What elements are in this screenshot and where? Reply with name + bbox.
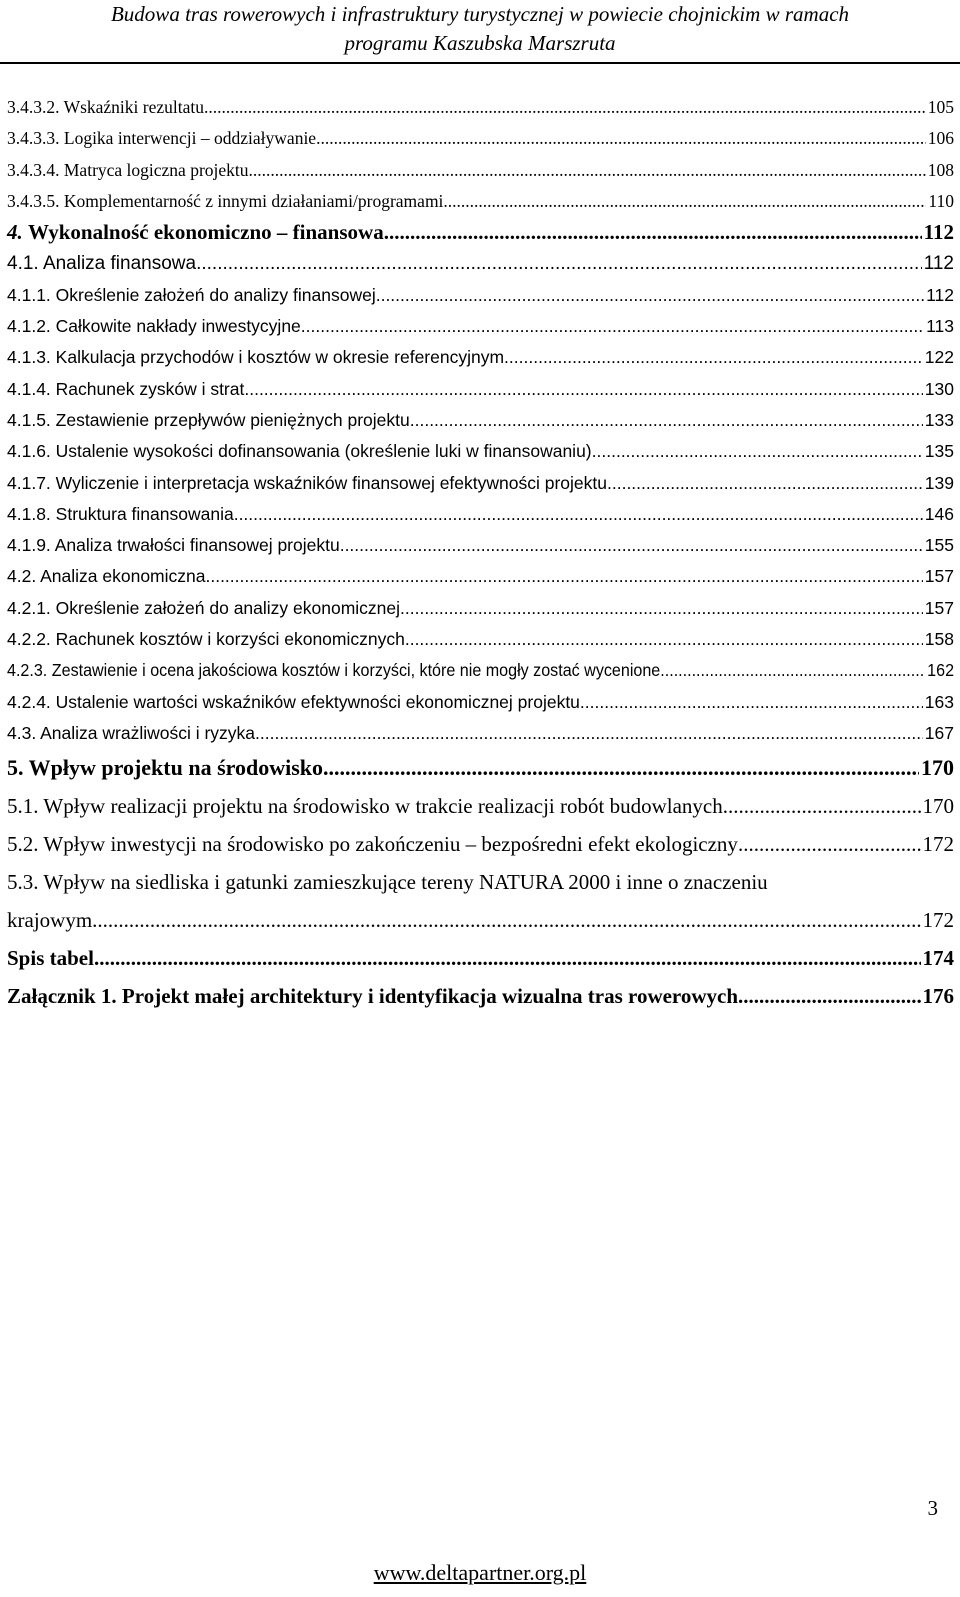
toc-entry-number: 4.2. xyxy=(7,566,37,587)
toc-entry-title xyxy=(7,825,738,863)
toc-entry-page: 108 xyxy=(927,159,954,180)
toc-entry-page: 146 xyxy=(924,503,954,524)
toc-entry-number: 4.1.3. xyxy=(7,347,51,368)
toc-entry-page: 158 xyxy=(924,629,954,650)
toc-entry-title xyxy=(7,123,316,154)
toc-entry-page: 133 xyxy=(924,409,954,430)
toc-leader-dots xyxy=(244,374,922,405)
toc-entry[interactable] xyxy=(7,436,954,467)
header-title-line-1: Budowa tras rowerowych i infrastruktury turystycznej w powiecie chojnickim w ramach xyxy=(110,2,850,26)
toc-entry-page: 110 xyxy=(928,190,954,211)
toc-entry-text: Rachunek kosztów i korzyści ekonomicznych xyxy=(55,629,405,650)
toc-entry[interactable] xyxy=(7,749,954,787)
toc-entry[interactable] xyxy=(7,248,954,279)
header-title-line-2: programu Kaszubska Marszruta xyxy=(344,31,616,55)
toc-entry-page: 122 xyxy=(924,347,954,368)
toc-entry-text: Analiza wrażliwości i ryzyka xyxy=(40,722,256,743)
toc-entry[interactable] xyxy=(7,92,954,123)
toc-entry-text: Całkowite nakłady inwestycyjne xyxy=(55,316,301,337)
toc-entry-page: 130 xyxy=(924,378,954,399)
toc-entry-number: 4.1.6. xyxy=(7,441,51,462)
toc-entry-title xyxy=(7,687,580,718)
toc-entry-text: Zestawienie i ocena jakościowa kosztów i korzyści, które nie mogły zostać wycenione xyxy=(51,660,661,681)
toc-entry-title xyxy=(7,342,504,373)
toc-entry-number: 4.2.4. xyxy=(7,691,51,712)
toc-leader-dots xyxy=(94,939,921,977)
toc-entry-page: 112 xyxy=(926,284,954,305)
toc-entry-page: 163 xyxy=(924,691,954,712)
toc-leader-dots xyxy=(400,593,923,624)
toc-entry-number: 4.1.4. xyxy=(7,378,51,399)
toc-entry-title xyxy=(7,655,660,686)
toc-entry[interactable] xyxy=(7,901,954,939)
toc-entry-number: 3.4.3.2. xyxy=(7,97,60,117)
toc-entry[interactable] xyxy=(7,863,954,901)
toc-entry-page: 105 xyxy=(927,97,954,117)
toc-entry-title xyxy=(7,311,301,342)
toc-entry[interactable] xyxy=(7,280,954,311)
toc-entry[interactable] xyxy=(7,561,954,592)
toc-entry-text: Ustalenie wartości wskaźników efektywności ekonomicznej projektu xyxy=(55,691,580,712)
toc-entry-number: 3.4.3.4. xyxy=(7,159,60,180)
page-number: 3 xyxy=(927,1496,938,1520)
table-of-contents xyxy=(7,92,954,1015)
toc-entry-title xyxy=(7,749,323,787)
toc-entry-title xyxy=(7,939,94,977)
toc-entry[interactable] xyxy=(7,186,954,217)
toc-entry[interactable] xyxy=(7,718,954,749)
toc-entry-page: 176 xyxy=(922,984,954,1009)
toc-entry-page: 157 xyxy=(924,597,954,618)
toc-entry-text: Kalkulacja przychodów i kosztów w okresie referencyjnym xyxy=(55,347,505,368)
toc-entry-title xyxy=(7,624,405,655)
toc-entry-text: Załącznik 1. Projekt małej architektury i identyfikacja wizualna tras rowerowych xyxy=(7,984,739,1009)
toc-entry[interactable] xyxy=(7,217,954,248)
toc-entry-page: 112 xyxy=(923,253,954,275)
toc-leader-dots xyxy=(607,468,923,499)
toc-entry-text: Rachunek zysków i strat xyxy=(55,378,245,399)
toc-entry-number: 3.4.3.5. xyxy=(7,190,60,211)
toc-entry[interactable] xyxy=(7,499,954,530)
toc-entry-number: 5.2. xyxy=(7,832,39,857)
header-divider xyxy=(0,62,960,64)
toc-entry[interactable] xyxy=(7,787,954,825)
toc-entry-text: Spis tabel xyxy=(7,946,94,971)
toc-leader-dots xyxy=(92,901,920,939)
toc-leader-dots xyxy=(384,217,922,248)
toc-entry-number: 4.2.2. xyxy=(7,629,51,650)
toc-leader-dots xyxy=(376,280,924,311)
toc-entry-text: Wpływ realizacji projektu na środowisko w trakcie realizacji robót budowlanych xyxy=(43,794,723,819)
toc-entry[interactable] xyxy=(7,977,954,1015)
toc-leader-dots xyxy=(316,123,926,154)
toc-leader-dots xyxy=(301,311,924,342)
toc-entry-number: 4.2.1. xyxy=(7,597,51,618)
toc-entry-text: Komplementarność z innymi działaniami/programami xyxy=(63,190,444,211)
toc-entry[interactable] xyxy=(7,593,954,624)
toc-entry-page: 106 xyxy=(927,128,954,149)
toc-entry-text: Analiza finansowa xyxy=(42,253,197,275)
toc-entry-title xyxy=(7,787,723,825)
toc-entry-number: 4.2.3. xyxy=(7,660,48,681)
toc-entry-number: 4.1.7. xyxy=(7,472,51,493)
toc-entry-text: Analiza trwałości finansowej projektu xyxy=(54,535,340,556)
toc-entry-number: 4.1.2. xyxy=(7,316,51,337)
page-header xyxy=(0,0,960,58)
toc-entry-title xyxy=(7,217,384,248)
toc-leader-dots xyxy=(205,561,922,592)
toc-entry-number: 5.3. xyxy=(7,870,39,895)
toc-entry[interactable] xyxy=(7,155,954,186)
toc-entry-title xyxy=(7,280,376,311)
toc-entry-page: 174 xyxy=(922,946,954,971)
toc-entry-title xyxy=(7,901,92,939)
toc-entry-title xyxy=(7,977,738,1015)
toc-entry-page: 157 xyxy=(924,566,954,587)
toc-leader-dots xyxy=(723,787,921,825)
toc-entry-title xyxy=(7,436,592,467)
toc-entry-number: 5. xyxy=(7,755,24,781)
toc-leader-dots xyxy=(249,155,926,186)
toc-entry-number: 4.1.9. xyxy=(7,535,51,556)
toc-entry[interactable] xyxy=(7,939,954,977)
toc-entry-number: 4.1.5. xyxy=(7,409,51,430)
toc-leader-dots xyxy=(196,248,922,279)
toc-entry-number: 4.1.8. xyxy=(7,503,51,524)
toc-leader-dots xyxy=(255,718,923,749)
toc-leader-dots xyxy=(580,687,923,718)
toc-entry-number: 4.1. xyxy=(7,253,39,275)
toc-leader-dots xyxy=(234,499,923,530)
toc-leader-dots xyxy=(660,655,925,686)
toc-entry[interactable] xyxy=(7,405,954,436)
toc-entry[interactable] xyxy=(7,655,954,686)
toc-entry-page: 167 xyxy=(924,722,954,743)
footer-website-link[interactable]: www.deltapartner.org.pl xyxy=(373,1560,587,1585)
toc-entry[interactable] xyxy=(7,374,954,405)
toc-entry-title xyxy=(7,92,204,123)
toc-entry-text: krajowym xyxy=(7,908,93,933)
toc-entry-number: 4.3. xyxy=(7,722,37,743)
toc-leader-dots xyxy=(592,436,923,467)
toc-entry-title xyxy=(7,248,196,279)
toc-entry-page: 139 xyxy=(924,472,954,493)
toc-entry[interactable] xyxy=(7,311,954,342)
toc-entry-text: Matryca logiczna projektu xyxy=(63,159,249,180)
toc-entry[interactable] xyxy=(7,825,954,863)
toc-entry-text: Ustalenie wysokości dofinansowania (określenie luki w finansowaniu) xyxy=(55,441,592,462)
toc-entry[interactable] xyxy=(7,468,954,499)
toc-entry-title xyxy=(7,186,443,217)
toc-leader-dots xyxy=(204,92,926,123)
toc-entry-title xyxy=(7,374,244,405)
toc-entry-title xyxy=(7,499,234,530)
toc-entry[interactable] xyxy=(7,530,954,561)
toc-entry-title xyxy=(7,718,255,749)
toc-entry-title xyxy=(7,155,249,186)
toc-entry-text: Logika interwencji – oddziaływanie xyxy=(63,128,317,149)
toc-entry-title xyxy=(7,405,410,436)
toc-leader-dots xyxy=(738,825,921,863)
toc-entry-text: Określenie założeń do analizy finansowej xyxy=(55,284,376,305)
toc-entry-text: Wpływ na siedliska i gatunki zamieszkujące tereny NATURA 2000 i inne o znaczeniu xyxy=(43,870,768,895)
toc-leader-dots xyxy=(504,342,923,373)
toc-entry-text: Wykonalność ekonomiczno – finansowa xyxy=(28,220,384,245)
toc-entry-page: 113 xyxy=(926,316,954,337)
toc-leader-dots xyxy=(323,749,919,787)
toc-entry-title xyxy=(7,561,205,592)
toc-entry-title xyxy=(7,530,340,561)
toc-leader-dots xyxy=(340,530,923,561)
toc-entry-page: 112 xyxy=(923,220,954,245)
toc-entry-page: 135 xyxy=(924,441,954,462)
toc-entry[interactable] xyxy=(7,342,954,373)
toc-entry-page: 170 xyxy=(922,794,954,819)
toc-entry-text: Wpływ inwestycji na środowisko po zakończeniu – bezpośredni efekt ekologiczny xyxy=(43,832,738,857)
toc-leader-dots xyxy=(443,186,926,217)
toc-entry-page: 170 xyxy=(921,755,954,781)
toc-leader-dots xyxy=(410,405,923,436)
toc-entry-text: Wyliczenie i interpretacja wskaźników finansowej efektywności projektu xyxy=(55,472,607,493)
toc-entry[interactable] xyxy=(7,123,954,154)
toc-entry-page: 162 xyxy=(927,660,955,681)
toc-entry-number: 3.4.3.3. xyxy=(7,128,60,149)
toc-entry-text: Zestawienie przepływów pieniężnych projektu xyxy=(55,409,410,430)
toc-entry-title xyxy=(7,593,400,624)
toc-entry-text: Wpływ projektu na środowisko xyxy=(28,755,324,781)
toc-entry-number: 4. xyxy=(7,220,23,245)
toc-entry[interactable] xyxy=(7,624,954,655)
toc-entry-text: Analiza ekonomiczna xyxy=(40,566,206,587)
toc-entry-page: 172 xyxy=(922,908,954,933)
toc-entry[interactable] xyxy=(7,687,954,718)
toc-entry-page: 155 xyxy=(924,535,954,556)
toc-entry-number: 5.1. xyxy=(7,794,39,819)
toc-entry-title xyxy=(7,468,607,499)
toc-entry-text: Określenie założeń do analizy ekonomicznej xyxy=(55,597,401,618)
toc-leader-dots xyxy=(738,977,920,1015)
toc-entry-page: 172 xyxy=(922,832,954,857)
toc-entry-text: Struktura finansowania xyxy=(55,503,234,524)
toc-leader-dots xyxy=(405,624,923,655)
toc-entry-title xyxy=(7,863,768,901)
toc-entry-number: 4.1.1. xyxy=(7,284,51,305)
toc-entry-text: Wskaźniki rezultatu xyxy=(63,97,204,117)
